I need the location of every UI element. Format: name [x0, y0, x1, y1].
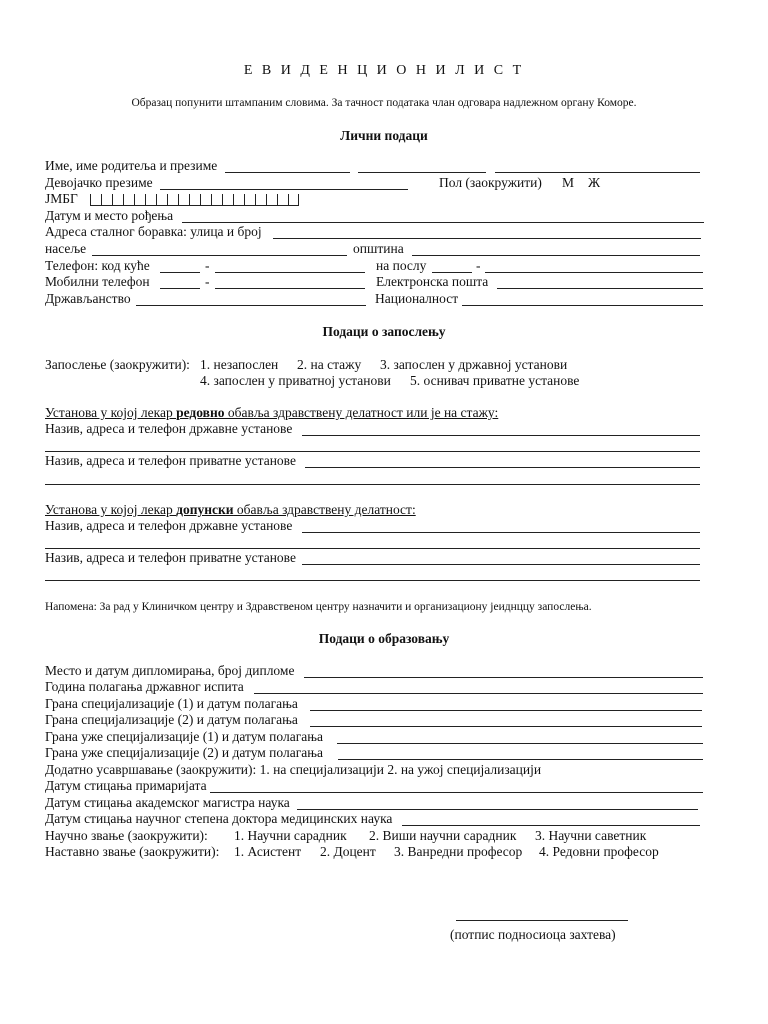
- additional-private-institution-field-2[interactable]: [45, 580, 700, 581]
- scientific-option-3[interactable]: 3. Научни саветник: [535, 828, 647, 843]
- sex-option-m[interactable]: М: [562, 175, 575, 190]
- sex-option-f[interactable]: Ж: [588, 175, 601, 190]
- signature-caption: (потпис подносиоца захтева): [450, 927, 616, 942]
- regular-private-institution-label: Назив, адреса и телефон приватне установе: [45, 453, 296, 468]
- extra-pre-text: Установа у којој лекар: [45, 502, 177, 517]
- mobile-dash: -: [205, 274, 210, 289]
- maiden-field[interactable]: [160, 189, 408, 190]
- jmbg-cell[interactable]: [200, 194, 211, 206]
- email-field[interactable]: [497, 288, 703, 289]
- jmbg-cell[interactable]: [156, 194, 167, 206]
- phone-home-field[interactable]: [215, 272, 365, 273]
- state-exam-field[interactable]: [254, 693, 703, 694]
- extra-post-text: обавља здравствену делатност:: [233, 502, 416, 517]
- employment-option-1[interactable]: 1. незапослен: [200, 357, 279, 372]
- spec2-field[interactable]: [310, 726, 702, 727]
- jmbg-label: ЈМБГ: [45, 191, 78, 206]
- address-field[interactable]: [273, 238, 701, 239]
- nationality-label: Национaлност: [375, 291, 459, 306]
- teaching-option-4[interactable]: 4. Редовни професор: [539, 844, 659, 859]
- narrow-spec2-field[interactable]: [338, 759, 703, 760]
- form-title: Е В И Д Е Н Ц И О Н И Л И С Т: [243, 63, 525, 78]
- name-field-2[interactable]: [358, 172, 486, 173]
- doctorate-field[interactable]: [402, 825, 700, 826]
- name-label: Име, име родитеља и презиме: [45, 158, 218, 173]
- jmbg-cell[interactable]: [266, 194, 277, 206]
- phone-home-dash: -: [205, 258, 210, 273]
- jmbg-cell[interactable]: [277, 194, 288, 206]
- magister-field[interactable]: [297, 809, 698, 810]
- municipality-field[interactable]: [412, 255, 700, 256]
- employment-option-4[interactable]: 4. запослен у приватној установи: [200, 373, 391, 388]
- regular-post-text: обавља здравствену делатност или је на стажу:: [224, 405, 499, 420]
- regular-state-institution-label: Назив, адреса и телефон државне установе: [45, 421, 293, 436]
- additional-private-institution-field[interactable]: [302, 564, 700, 565]
- additional-institution-heading: [45, 502, 416, 518]
- teaching-option-1[interactable]: 1. Асистент: [234, 844, 302, 859]
- address-label: Адреса сталног боравка: улица и број: [45, 224, 262, 239]
- phone-work-dash: -: [476, 258, 481, 273]
- jmbg-cell[interactable]: [90, 194, 101, 206]
- jmbg-cell[interactable]: [244, 194, 255, 206]
- settlement-label: насеље: [45, 241, 87, 256]
- mobile-field[interactable]: [215, 288, 365, 289]
- teaching-title-label: Наставно звање (заокружити):: [45, 844, 220, 859]
- additional-private-institution-label: Назив, адреса и телефон приватне установе: [45, 550, 296, 565]
- doctorate-label: Датум стицања научног степена доктора медицинских наука: [45, 811, 393, 826]
- phone-work-label: на послу: [376, 258, 427, 273]
- jmbg-field[interactable]: [90, 192, 299, 206]
- scientific-title-label: Научно звање (заокружити):: [45, 828, 208, 843]
- spec2-label: Грана специјализације (2) и датум полагања: [45, 712, 298, 727]
- regular-state-institution-field-2[interactable]: [45, 451, 700, 452]
- signature-line[interactable]: [456, 920, 628, 921]
- section-education-heading: Подаци о образовању: [318, 631, 450, 646]
- narrow-spec1-field[interactable]: [337, 743, 703, 744]
- maiden-label: Девојачко презиме: [45, 175, 153, 190]
- phone-work-field[interactable]: [485, 272, 703, 273]
- primarius-field[interactable]: [210, 792, 703, 793]
- regular-pre-text: Установа у којој лекар: [45, 405, 177, 420]
- employment-option-5[interactable]: 5. оснивач приватне установе: [410, 373, 580, 388]
- spec1-label: Грана специјализације (1) и датум полагања: [45, 696, 298, 711]
- magister-label: Датум стицања академског магистра наука: [45, 795, 290, 810]
- teaching-option-2[interactable]: 2. Доцент: [320, 844, 376, 859]
- name-field-1[interactable]: [225, 172, 350, 173]
- teaching-option-3[interactable]: 3. Ванредни професор: [394, 844, 523, 859]
- spec1-field[interactable]: [310, 710, 702, 711]
- settlement-field[interactable]: [92, 255, 347, 256]
- jmbg-cell[interactable]: [189, 194, 200, 206]
- jmbg-cell[interactable]: [134, 194, 145, 206]
- jmbg-cell[interactable]: [167, 194, 178, 206]
- sex-label: Пол (заокружити): [439, 175, 542, 190]
- birth-label: Датум и место рођења: [45, 208, 174, 223]
- additional-state-institution-field-2[interactable]: [45, 548, 700, 549]
- jmbg-cell[interactable]: [288, 194, 299, 206]
- phone-home-label: Телефон: код куће: [45, 258, 150, 273]
- jmbg-cell[interactable]: [211, 194, 222, 206]
- regular-state-institution-field[interactable]: [302, 435, 700, 436]
- regular-institution-heading: [45, 405, 498, 421]
- narrow-spec1-label: Грана уже специјализације (1) и датум полагања: [45, 729, 323, 744]
- employment-option-2[interactable]: 2. на стажу: [297, 357, 362, 372]
- scientific-option-1[interactable]: 1. Научни сарадник: [234, 828, 347, 843]
- additional-state-institution-label: Назив, адреса и телефон државне установе: [45, 518, 293, 533]
- jmbg-cell[interactable]: [101, 194, 112, 206]
- employment-status-label: Запослење (заокружити):: [45, 357, 190, 372]
- scientific-option-2[interactable]: 2. Виши научни сарадник: [369, 828, 517, 843]
- extra-bold-text: допунски: [176, 502, 234, 517]
- email-label: Електронска пошта: [376, 274, 489, 289]
- section-personal-heading: Лични подаци: [340, 128, 428, 143]
- citizenship-label: Држављанство: [45, 291, 131, 306]
- regular-private-institution-field-2[interactable]: [45, 484, 700, 485]
- phone-home-code-field[interactable]: [160, 272, 200, 273]
- section-employment-heading: Подаци о запослењу: [322, 324, 446, 339]
- diploma-field[interactable]: [304, 677, 703, 678]
- form-instruction: Образац попунити штампаним словима. За тачност података члан одговара надлежном органу Коморе.: [131, 97, 637, 109]
- jmbg-cell[interactable]: [112, 194, 123, 206]
- employment-note: Напомена: За рад у Клиничком центру и Здравственом центру назначити и организациону јеиднццу запослења.: [45, 601, 592, 613]
- mobile-label: Мобилни телефон: [45, 274, 150, 289]
- jmbg-cell[interactable]: [222, 194, 233, 206]
- mobile-code-field[interactable]: [160, 288, 200, 289]
- jmbg-cell[interactable]: [145, 194, 156, 206]
- birth-field[interactable]: [182, 222, 704, 223]
- jmbg-cell[interactable]: [123, 194, 134, 206]
- phone-work-code-field[interactable]: [432, 272, 472, 273]
- nationality-field[interactable]: [462, 305, 703, 306]
- municipality-label: општина: [353, 241, 404, 256]
- name-field-3[interactable]: [495, 172, 700, 173]
- jmbg-cell[interactable]: [255, 194, 266, 206]
- diploma-label: Место и датум дипломирања, број дипломе: [45, 663, 295, 678]
- citizenship-field[interactable]: [136, 305, 366, 306]
- jmbg-cell[interactable]: [233, 194, 244, 206]
- primarius-label: Датум стицања примаријата: [45, 778, 207, 793]
- regular-bold-text: редовно: [176, 405, 225, 420]
- state-exam-label: Година полагања државног испита: [45, 679, 244, 694]
- regular-private-institution-field[interactable]: [305, 467, 700, 468]
- additional-state-institution-field[interactable]: [302, 532, 700, 533]
- jmbg-cell[interactable]: [178, 194, 189, 206]
- employment-option-3[interactable]: 3. запослен у државној установи: [380, 357, 568, 372]
- narrow-spec2-label: Грана уже специјализације (2) и датум полагања: [45, 745, 323, 760]
- additional-training-label: Додатно усавршавање (заокружити): 1. на специјализацији 2. на ужој специјализацији: [45, 762, 542, 777]
